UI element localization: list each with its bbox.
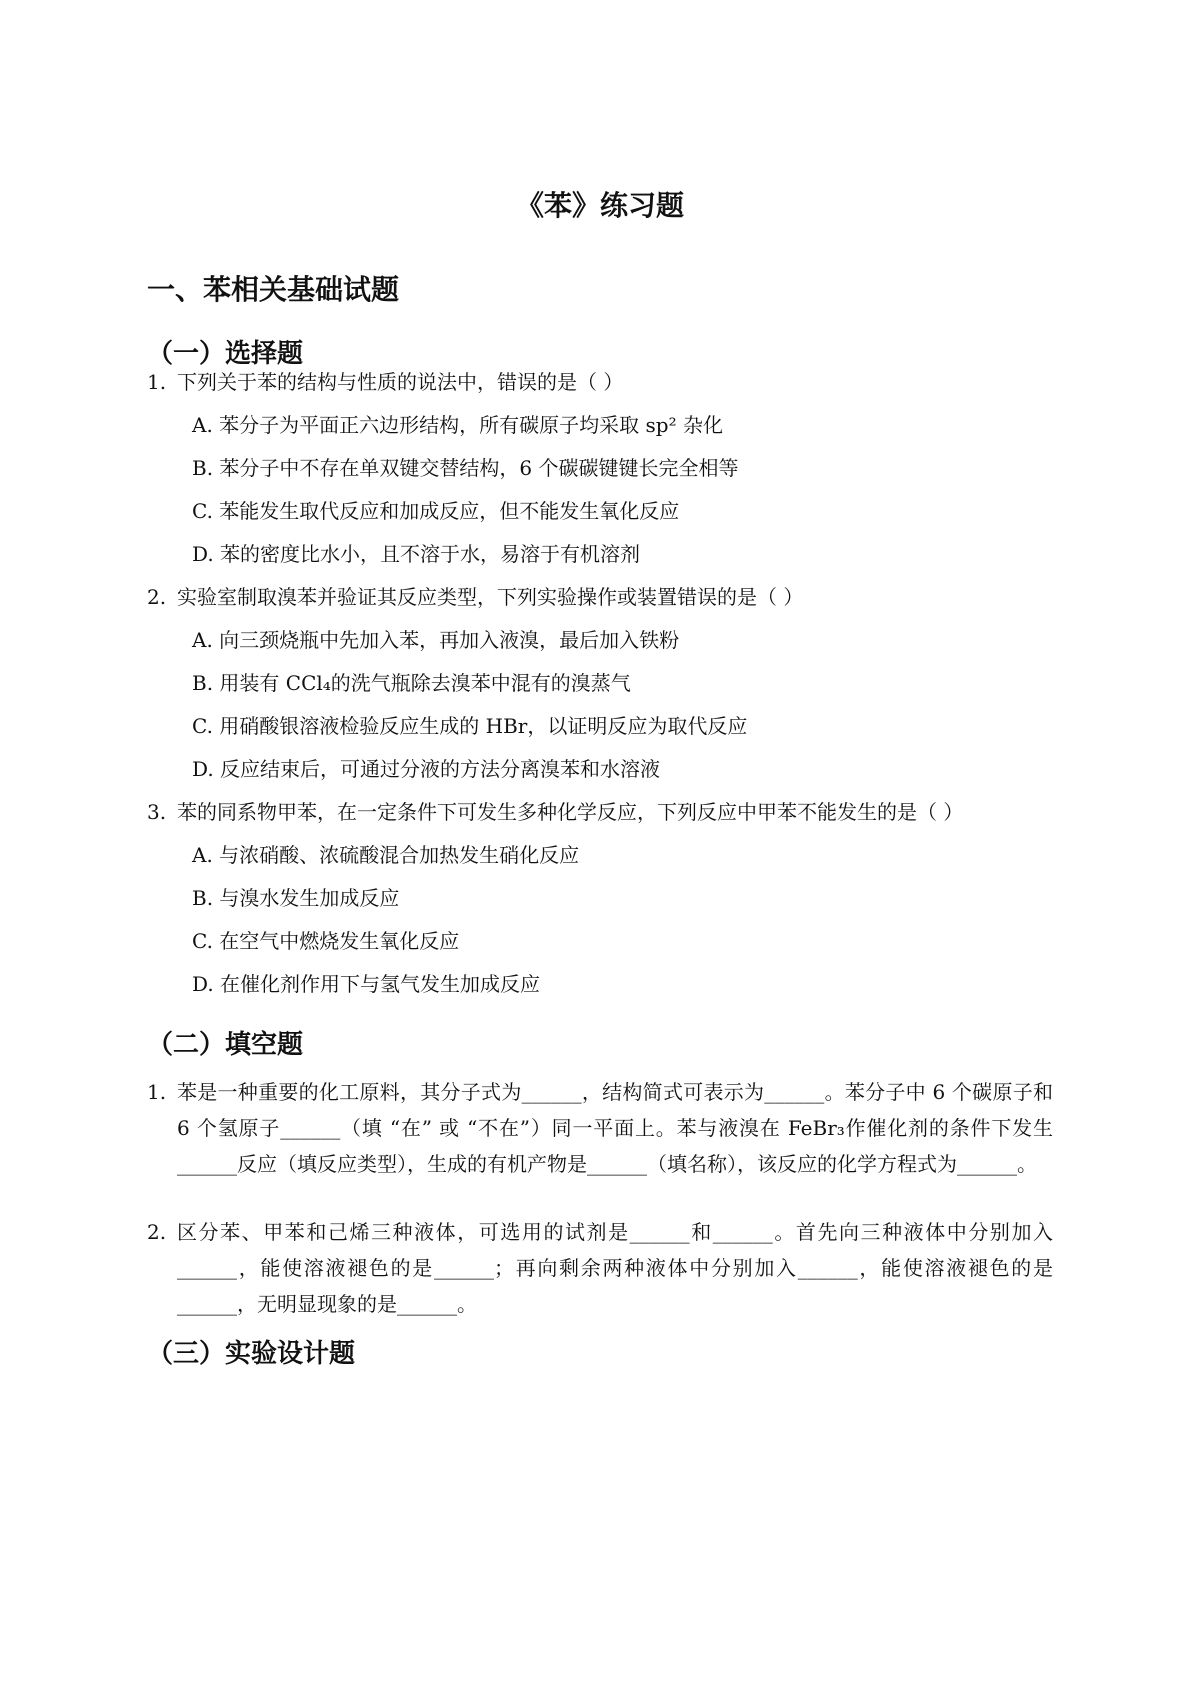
document-title: 《苯》练习题: [515, 189, 684, 222]
choice-question-2: [147, 579, 1053, 615]
choice-option: D. 在催化剂作用下与氢气发生加成反应: [192, 972, 541, 996]
choice-question-1: [147, 364, 1053, 400]
choice-option: D. 苯的密度比水小，且不溶于水，易溶于有机溶剂: [192, 542, 641, 566]
choice-option: D. 反应结束后，可通过分液的方法分离溴苯和水溶液: [192, 757, 661, 781]
choice-option: A. 苯分子为平面正六边形结构，所有碳原子均采取 sp² 杂化: [192, 413, 723, 437]
subsection-heading-choice: （一）选择题: [147, 339, 304, 369]
choice-option: A. 与浓硝酸、浓硫酸混合加热发生硝化反应: [192, 843, 580, 867]
choice-option: C. 用硝酸银溶液检验反应生成的 HBr，以证明反应为取代反应: [192, 714, 748, 738]
subsection-heading-fill: （二）填空题: [147, 1030, 304, 1060]
question-number: 2.: [147, 1220, 167, 1244]
question-stem: 实验室制取溴苯并验证其反应类型，下列实验操作或装置错误的是（ ）: [177, 585, 804, 609]
choice-option: C. 在空气中燃烧发生氧化反应: [192, 929, 460, 953]
question-stem: 苯的同系物甲苯，在一定条件下可发生多种化学反应，下列反应中甲苯不能发生的是（ ）: [177, 800, 964, 824]
choice-option: A. 向三颈烧瓶中先加入苯，再加入液溴，最后加入铁粉: [192, 628, 680, 652]
choice-option: C. 苯能发生取代反应和加成反应，但不能发生氧化反应: [192, 499, 680, 523]
question-text: 区分苯、甲苯和己烯三种液体，可选用的试剂是______和______。首先向三种液体中分别加入______，能使溶液褪色的是______；再向剩余两种液体中分别加入______，能使溶液褪色的是______，无明显现象的是______。: [177, 1220, 1053, 1316]
question-number: 2.: [147, 585, 167, 609]
choice-option: B. 用装有 CCl₄的洗气瓶除去溴苯中混有的溴蒸气: [192, 671, 631, 695]
question-text: 苯是一种重要的化工原料，其分子式为______，结构简式可表示为______。苯分子中 6 个碳原子和 6 个氢原子______（填 “在” 或 “不在”）同一平面上。苯与液溴在 FeBr₃作催化剂的条件下发生______反应（填反应类型），生成的有机产物是______（填名称），该反应的化学方程式为______。: [177, 1080, 1053, 1176]
question-number: 1.: [147, 370, 167, 394]
subsection-heading-experiment: （三）实验设计题: [147, 1339, 356, 1369]
choice-option: B. 苯分子中不存在单双键交替结构，6 个碳碳键键长完全相等: [192, 456, 739, 480]
question-stem: 下列关于苯的结构与性质的说法中，错误的是（ ）: [177, 370, 624, 394]
choice-option: B. 与溴水发生加成反应: [192, 886, 400, 910]
question-number: 3.: [147, 800, 167, 824]
section-heading-1: 一、苯相关基础试题: [147, 273, 400, 306]
fill-question-2: [147, 1214, 1053, 1322]
choice-question-3: [147, 794, 1053, 830]
fill-question-1: [147, 1074, 1053, 1182]
question-number: 1.: [147, 1080, 167, 1104]
